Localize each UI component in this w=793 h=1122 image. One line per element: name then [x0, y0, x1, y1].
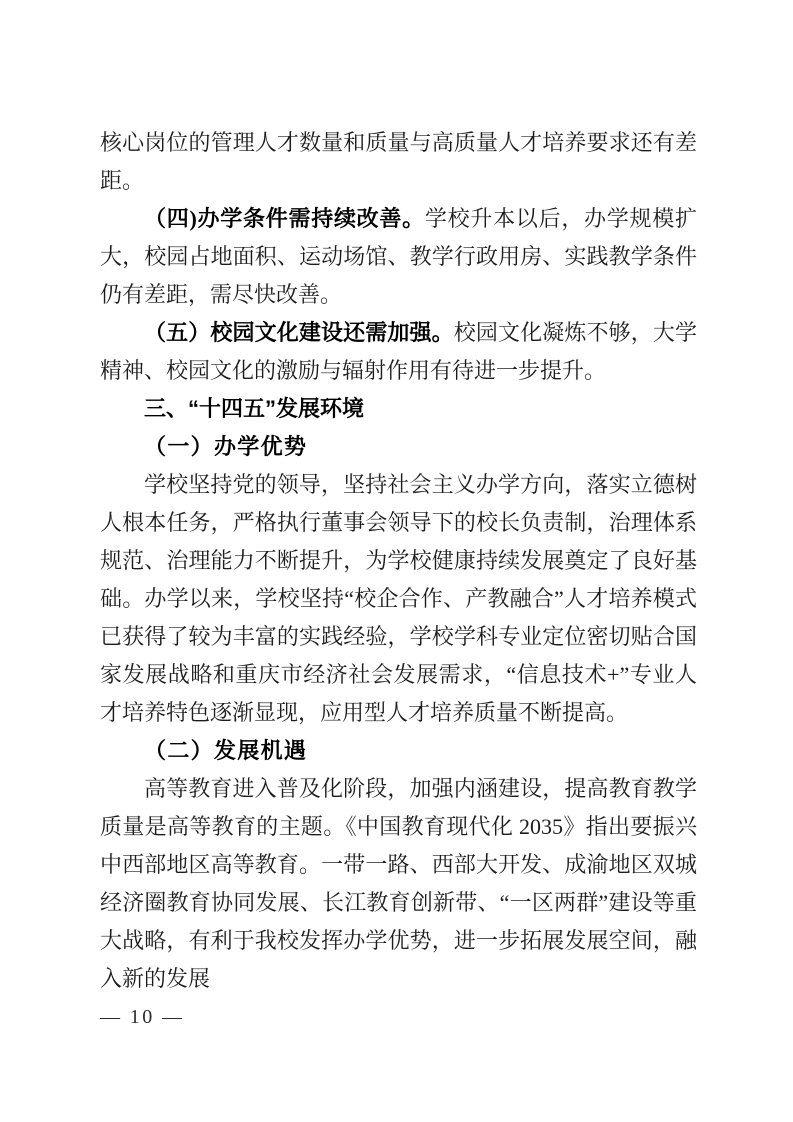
body-text: 三、“十四五”发展环境	[144, 396, 365, 421]
page-number: — 10 —	[100, 1006, 185, 1028]
paragraph-advantages	[100, 466, 697, 732]
body-text: 学校升本以后，办学规模扩大，校园占地面积、运动场馆、教学行政用房、实践教学条件仍有差距，需尽快改善。	[100, 206, 697, 307]
section-heading-3	[100, 390, 697, 428]
bold-lead-text: （四)办学条件需持续改善。	[144, 206, 425, 231]
body-text: （二）发展机遇	[144, 738, 308, 763]
body-text: 核心岗位的管理人才数量和质量与高质量人才培养要求还有差距。	[100, 130, 697, 193]
body-text: 学校坚持党的领导，坚持社会主义办学方向，落实立德树人根本任务，严格执行董事会领导下的校长负责制，治理体系规范、治理能力不断提升，为学校健康持续发展奠定了良好基础。办学以来，学校坚持“校企合作、产教融合”人才培养模式已获得了较为丰富的实践经验，学校学科专业定位密切贴合国家发展战略和重庆市经济社会发展需求，“信息技术+”专业人才培养特色逐渐显现，应用型人才培养质量不断提高。	[100, 472, 697, 725]
subsection-heading-1	[100, 428, 697, 466]
document-content	[100, 124, 697, 998]
body-text: 校园文化凝炼不够，大学精神、校园文化的激励与辐射作用有待进一步提升。	[100, 320, 697, 383]
body-text: 高等教育进入普及化阶段，加强内涵建设，提高教育教学质量是高等教育的主题。《中国教育现代化 2035》指出要振兴中西部地区高等教育。一带一路、西部大开发、成渝地区双城经济圈教育协同发展、长江教育创新带、“一区两群”建设等重大战略，有利于我校发挥办学优势，进一步拓展发展空间，融入新的发展	[100, 776, 697, 991]
bold-lead-text: （五）校园文化建设还需加强。	[144, 320, 454, 345]
paragraph-item-4	[100, 200, 697, 314]
paragraph-opportunities	[100, 770, 697, 998]
paragraph-continued-from-previous-page	[100, 124, 697, 200]
subsection-heading-2	[100, 732, 697, 770]
body-text: （一）办学优势	[144, 434, 308, 459]
paragraph-item-5	[100, 314, 697, 390]
